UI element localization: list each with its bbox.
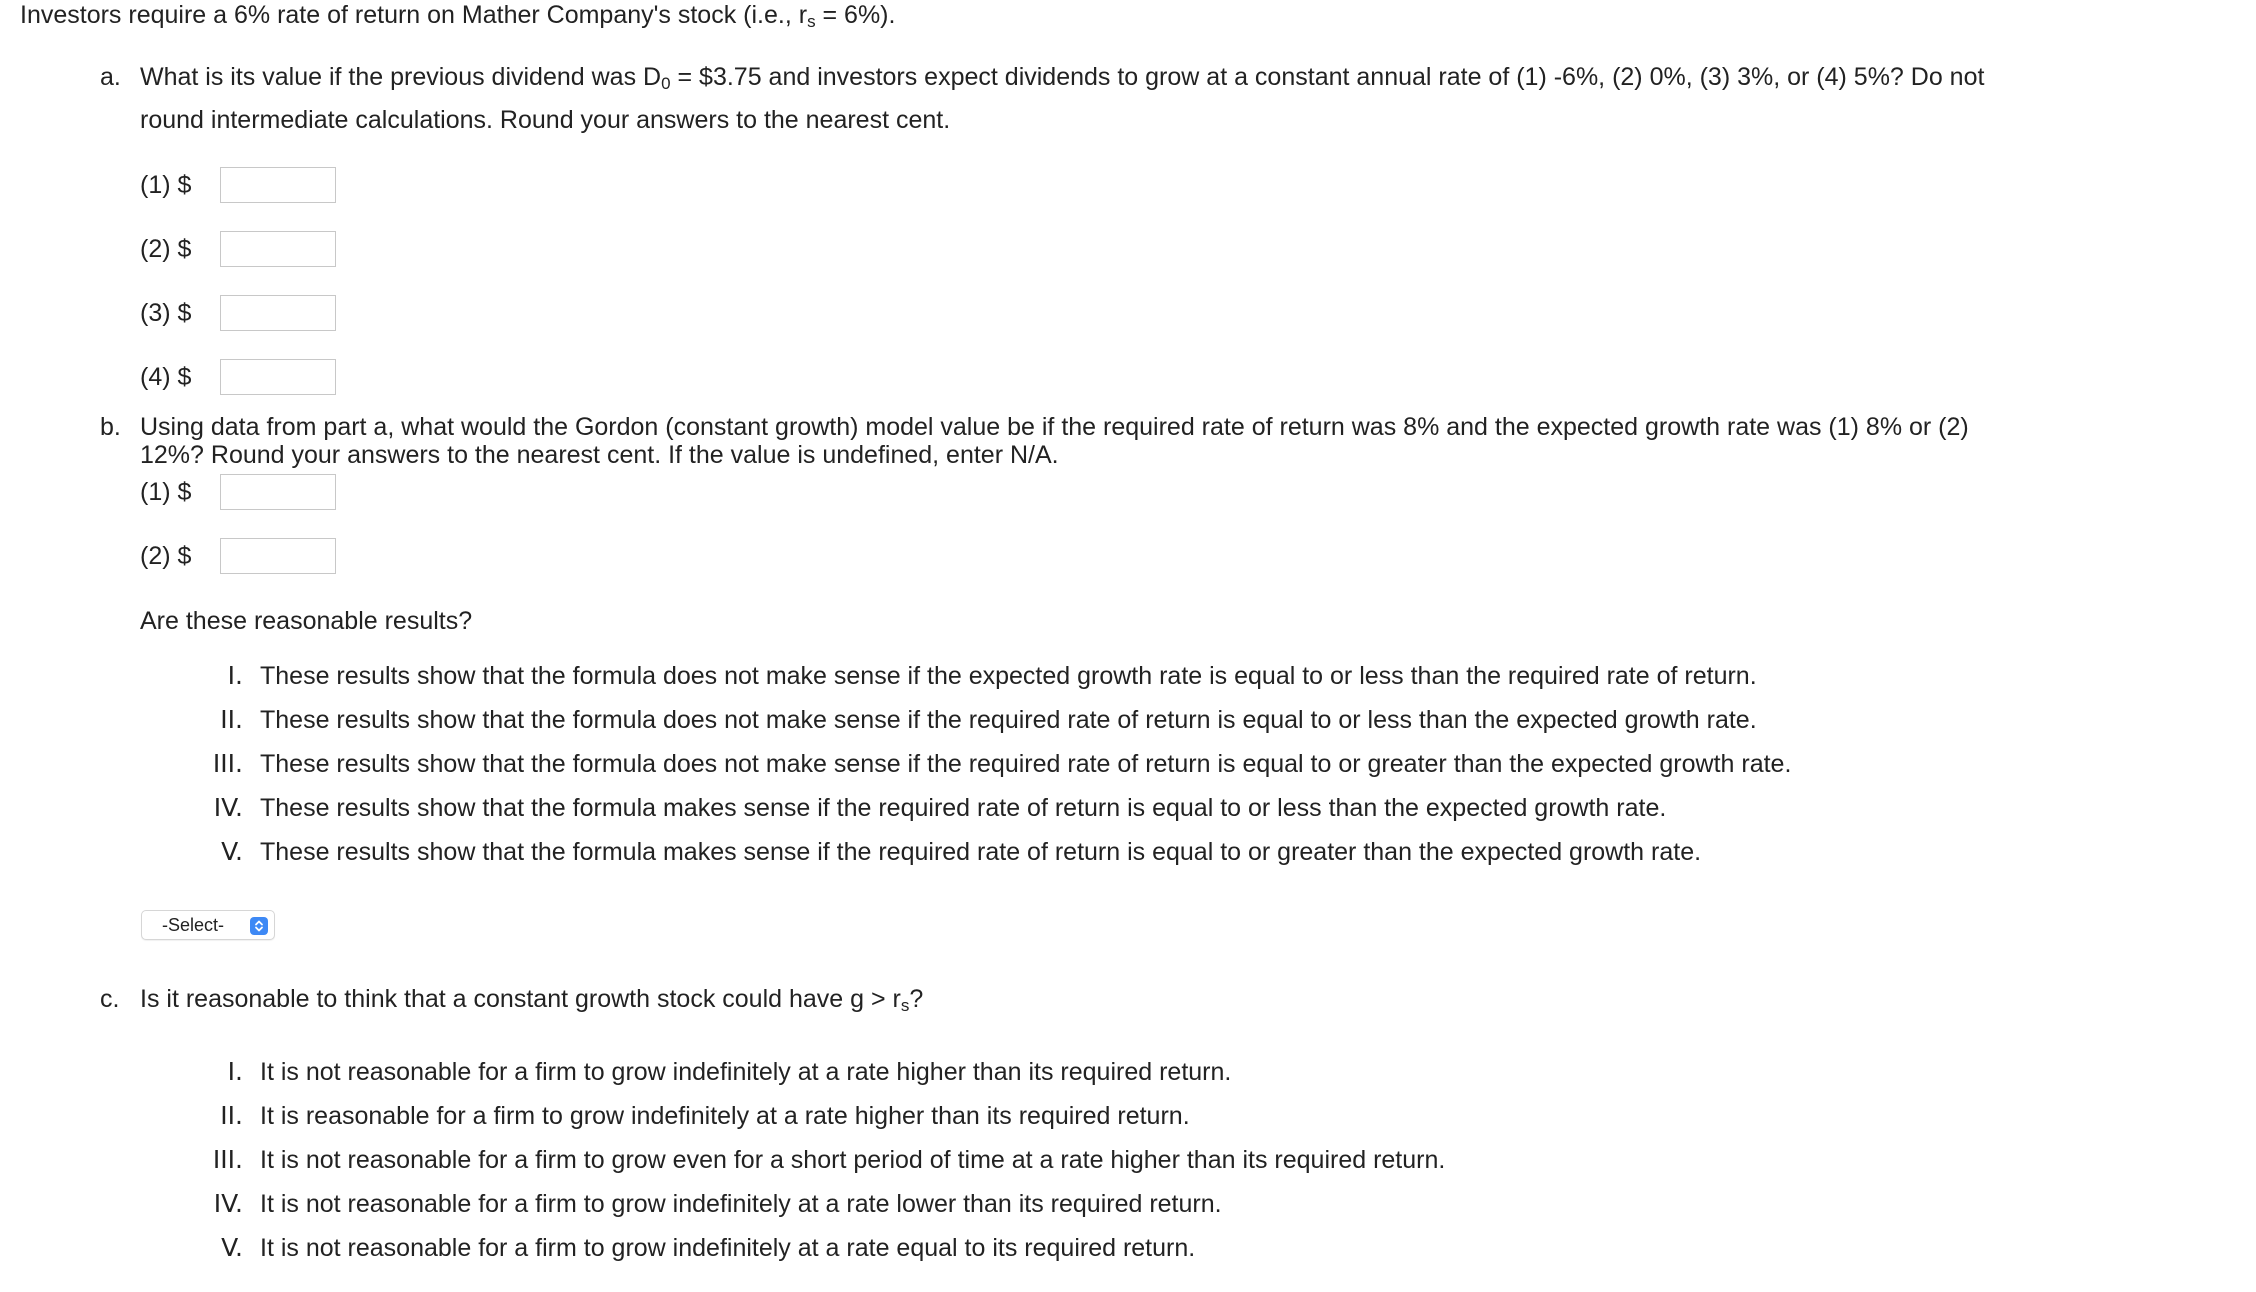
part-b-option-5-numeral: V.	[221, 837, 243, 866]
part-a-question-line1	[140, 56, 1984, 105]
part-b-question-line1: Using data from part a, what would the Gordon (constant growth) model value be if the required rate of return was 8% and the expected growth rate was (1) 8% or (2)	[140, 413, 1969, 441]
part-c-option-2-numeral: II.	[220, 1101, 243, 1130]
part-a-label: a.	[100, 63, 121, 91]
part-a-answer-row-3	[140, 293, 336, 333]
part-a-answer-row-4	[140, 357, 336, 397]
part-a-answer-label-1: (1) $	[140, 170, 192, 199]
part-b-answer-input-2[interactable]	[220, 538, 336, 574]
part-b-option-4-numeral: IV.	[213, 793, 243, 822]
part-b-option-1-numeral: I.	[227, 661, 243, 690]
part-c-option-3-numeral: III.	[212, 1145, 243, 1174]
part-b-question-line2: 12%? Round your answers to the nearest cent. If the value is undefined, enter N/A.	[140, 441, 1059, 469]
part-a-line1-prefix: What is its value if the previous dividend was D	[140, 63, 662, 91]
part-a-line1-suffix: = $3.75 and investors expect dividends to grow at a constant annual rate of (1) -6%, (2) 0%, (3) 3%, or (4) 5%? Do not	[670, 63, 1985, 91]
intro-prefix: Investors require a 6% rate of return on Mather Company's stock (i.e., r	[20, 1, 808, 29]
part-a-answer-input-2[interactable]	[220, 231, 336, 267]
part-c-option-1-numeral: I.	[227, 1057, 243, 1086]
part-a-answer-row-1	[140, 165, 336, 205]
part-b-option-2-numeral: II.	[220, 705, 243, 734]
part-b-reasonable-question: Are these reasonable results?	[140, 607, 473, 635]
part-b-option-5-text: These results show that the formula makes sense if the required rate of return is equal to or greater than the expected growth rate.	[260, 838, 1702, 866]
part-a-question-line2: round intermediate calculations. Round your answers to the nearest cent.	[140, 106, 951, 134]
part-b-option-3-numeral: III.	[212, 749, 243, 778]
part-a-answer-row-2	[140, 229, 336, 269]
part-a-answer-input-1[interactable]	[220, 167, 336, 203]
part-a-answer-input-4[interactable]	[220, 359, 336, 395]
intro-text	[20, 0, 895, 37]
part-a-answer-label-3: (3) $	[140, 298, 192, 327]
part-c-option-1-text: It is not reasonable for a firm to grow indefinitely at a rate higher than its required return.	[260, 1058, 1232, 1086]
part-a-line1-subscript: 0	[661, 74, 671, 93]
updown-chevron-icon	[250, 917, 268, 935]
part-c-option-5-numeral: V.	[221, 1233, 243, 1262]
part-c-question-prefix: Is it reasonable to think that a constant growth stock could have g > r	[140, 985, 901, 1013]
select-value: -Select-	[162, 914, 225, 935]
part-c-option-3-text: It is not reasonable for a firm to grow even for a short period of time at a rate higher than its required return.	[260, 1146, 1446, 1174]
part-c-option-4-numeral: IV.	[213, 1189, 243, 1218]
part-b-answer-row-2	[140, 536, 336, 576]
part-c-option-2-text: It is reasonable for a firm to grow indefinitely at a rate higher than its required return.	[260, 1102, 1190, 1130]
part-b-option-2-text: These results show that the formula does not make sense if the required rate of return is equal to or less than the expected growth rate.	[260, 706, 1757, 734]
part-b-answer-label-2: (2) $	[140, 541, 192, 570]
part-b-label: b.	[100, 413, 121, 441]
part-b-answer-row-1	[140, 472, 336, 512]
part-b-answer-input-1[interactable]	[220, 474, 336, 510]
part-b-option-1-text: These results show that the formula does not make sense if the expected growth rate is equal to or less than the required rate of return.	[260, 662, 1757, 690]
part-b-option-4-text: These results show that the formula makes sense if the required rate of return is equal to or less than the expected growth rate.	[260, 794, 1667, 822]
part-b-answer-label-1: (1) $	[140, 477, 192, 506]
part-c-question-subscript: s	[900, 996, 910, 1015]
part-c-question	[140, 978, 923, 1027]
intro-suffix: = 6%).	[815, 1, 896, 29]
part-c-label: c.	[100, 985, 120, 1013]
part-c-question-suffix: ?	[909, 985, 924, 1013]
intro-subscript: s	[807, 12, 816, 31]
part-a-answer-input-3[interactable]	[220, 295, 336, 331]
part-c-option-4-text: It is not reasonable for a firm to grow indefinitely at a rate lower than its required return.	[260, 1190, 1222, 1218]
part-c-option-5-text: It is not reasonable for a firm to grow indefinitely at a rate equal to its required return.	[260, 1234, 1196, 1262]
reasonable-results-select[interactable]	[141, 910, 275, 940]
part-a-answer-label-4: (4) $	[140, 362, 192, 391]
part-a-answer-label-2: (2) $	[140, 234, 192, 263]
part-b-option-3-text: These results show that the formula does not make sense if the required rate of return is equal to or greater than the expected growth rate.	[260, 750, 1792, 778]
